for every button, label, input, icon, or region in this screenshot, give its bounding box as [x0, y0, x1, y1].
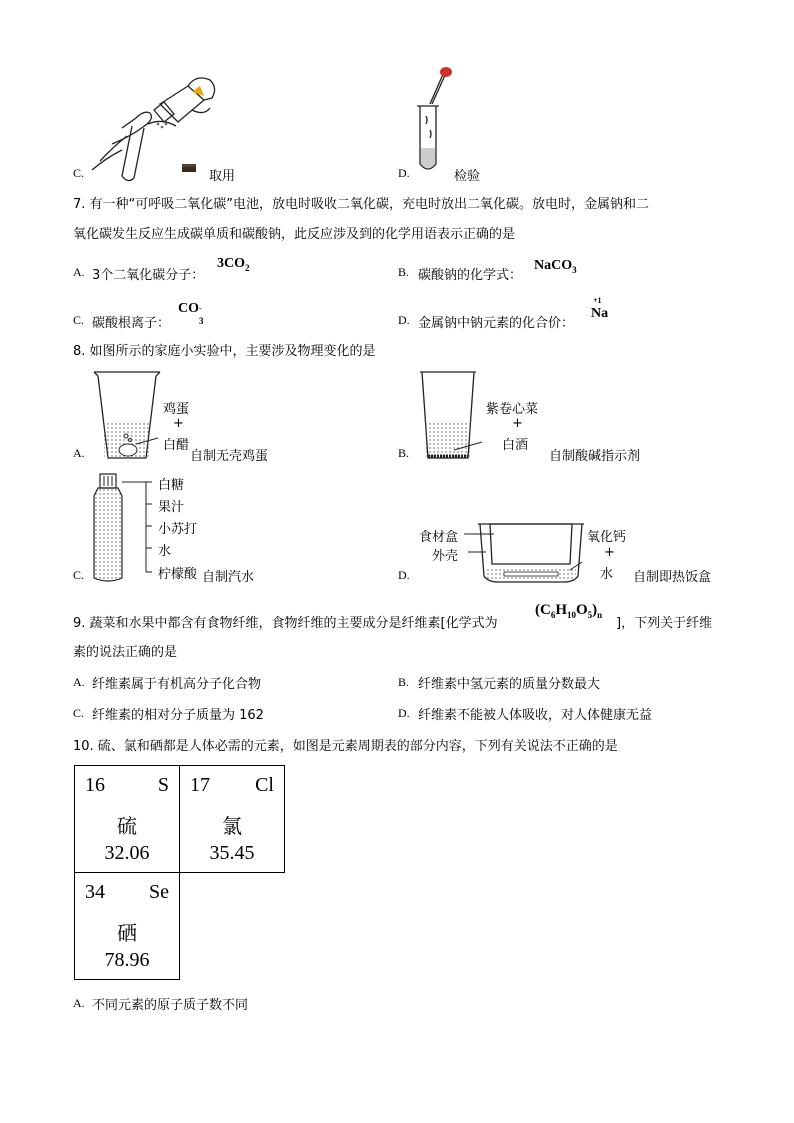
q7-option-b-text: 碳酸钠的化学式： — [418, 268, 523, 283]
q8-c-label-4: 水 — [158, 544, 172, 559]
q7-option-d-letter[interactable]: D. — [398, 313, 410, 327]
q7-option-d-valence: +1 — [593, 296, 602, 305]
q8-option-c-caption: 自制汽水 — [202, 570, 255, 585]
q9-stem-line2: 素的说法正确的是 — [73, 645, 178, 660]
q7-option-c-text: 碳酸根离子： — [92, 316, 171, 331]
q8-a-label-1: 鸡蛋 — [163, 402, 190, 417]
q8-b-label-2: + — [512, 416, 523, 431]
q10-stem: 10. 硫、氯和硒都是人体必需的元素，如图是元素周期表的部分内容，下列有关说法不正确的是 — [73, 739, 618, 754]
q8-a-label-3: 白醋 — [163, 438, 190, 453]
q9-option-d-letter[interactable]: D. — [398, 706, 410, 720]
q10-option-a-letter[interactable]: A. — [73, 996, 85, 1010]
q8-d-label-5: 水 — [600, 567, 614, 582]
element-cell-sulfur — [75, 766, 180, 873]
q8-c-label-2: 果汁 — [158, 500, 185, 515]
q9-option-a-letter[interactable]: A. — [73, 675, 85, 689]
q7-option-d-text: 金属钠中钠元素的化合价： — [418, 316, 575, 331]
q8-option-c-letter[interactable]: C. — [73, 568, 85, 582]
soda-bottle-illustration — [90, 472, 160, 584]
q7-option-a-letter[interactable]: A. — [73, 265, 85, 279]
atomic-number: 34 — [85, 881, 105, 903]
solid-block-icon — [182, 163, 196, 173]
q6-option-d-label: 检验 — [454, 169, 481, 184]
q9-formula: $(C_6H_{10}O_5)_n$ — [535, 602, 603, 620]
q8-option-b-caption: 自制酸碱指示剂 — [549, 449, 641, 464]
periodic-table-excerpt — [74, 765, 285, 980]
q9-stem-line1-b: ]，下列关于纤维 — [616, 616, 713, 631]
q9-option-b-letter[interactable]: B. — [398, 675, 410, 689]
q6-option-d-letter[interactable]: D. — [398, 166, 410, 180]
q9-option-d-text: 纤维素不能被人体吸收，对人体健康无益 — [418, 708, 653, 723]
q8-option-d-caption: 自制即热饭盒 — [633, 570, 712, 585]
q8-option-b-letter[interactable]: B. — [398, 446, 410, 460]
q8-c-label-5: 柠檬酸 — [158, 567, 198, 582]
q8-c-label-1: 白糖 — [158, 478, 185, 493]
element-cell-chlorine — [180, 766, 285, 873]
element-name: 氯 — [222, 814, 242, 838]
element-cell-selenium — [75, 873, 180, 980]
q7-stem-line2: 氧化碳发生反应生成碳单质和碳酸钠，此反应涉及到的化学用语表示正确的是 — [73, 227, 516, 242]
q7-option-d-formula: Na — [591, 306, 609, 321]
element-name: 硒 — [117, 921, 137, 945]
q8-option-d-letter[interactable]: D. — [398, 568, 410, 582]
q8-stem: 8. 如图所示的家庭小实验中，主要涉及物理变化的是 — [73, 344, 376, 359]
atomic-mass: 32.06 — [104, 842, 150, 864]
q7-option-c-letter[interactable]: C. — [73, 313, 85, 327]
q9-option-a-text: 纤维素属于有机高分子化合物 — [92, 677, 262, 692]
q9-option-c-text: 纤维素的相对分子质量为 162 — [92, 708, 264, 723]
q8-a-label-2: + — [173, 416, 184, 431]
q8-d-label-1: 食材盒 — [419, 530, 459, 545]
pouring-solid-illustration — [92, 66, 222, 176]
q8-d-label-3: 氧化钙 — [587, 530, 627, 545]
q7-option-b-formula: NaCO$_3$ — [534, 258, 577, 275]
q7-option-a-formula: $3CO_2$ — [217, 256, 250, 273]
element-symbol: Cl — [255, 774, 274, 796]
q9-stem-line1-a: 9. 蔬菜和水果中都含有食物纤维，食物纤维的主要成分是纤维素[化学式为 — [73, 616, 498, 631]
element-symbol: Se — [149, 881, 169, 903]
q8-c-label-3: 小苏打 — [158, 522, 198, 537]
q6-option-c-letter[interactable]: C. — [73, 166, 85, 180]
q8-d-leader-lines — [464, 530, 504, 560]
q7-stem-line1: 7. 有一种“可呼吸二氧化碳”电池，放电时吸收二氧化碳，充电时放出二氧化碳。放电时，金属钠和二 — [73, 197, 650, 212]
q9-option-c-letter[interactable]: C. — [73, 706, 85, 720]
q8-option-a-letter[interactable]: A. — [73, 446, 85, 460]
atomic-mass: 35.45 — [209, 842, 255, 864]
q8-b-label-3: 白酒 — [502, 438, 529, 453]
element-name: 硫 — [117, 814, 137, 838]
test-tube-dropper-illustration — [412, 64, 460, 174]
element-symbol: S — [157, 774, 169, 796]
q8-option-a-caption: 自制无壳鸡蛋 — [190, 449, 269, 464]
q10-option-a-text: 不同元素的原子质子数不同 — [92, 998, 249, 1013]
atomic-mass: 78.96 — [104, 949, 150, 971]
q8-b-label-1: 紫卷心菜 — [486, 402, 539, 417]
atomic-number: 17 — [190, 774, 210, 796]
q6-option-c-label: 取用 — [209, 169, 236, 184]
q8-d-label-4: + — [604, 545, 615, 560]
atomic-number: 16 — [85, 774, 105, 796]
q8-d-label-2: 外壳 — [432, 549, 459, 564]
q7-option-a-text: 3个二氧化碳分子： — [92, 268, 205, 283]
q7-option-c-formula: CO - 3 — [178, 301, 204, 326]
q7-option-b-letter[interactable]: B. — [398, 265, 410, 279]
q9-option-b-text: 纤维素中氢元素的质量分数最大 — [418, 677, 601, 692]
